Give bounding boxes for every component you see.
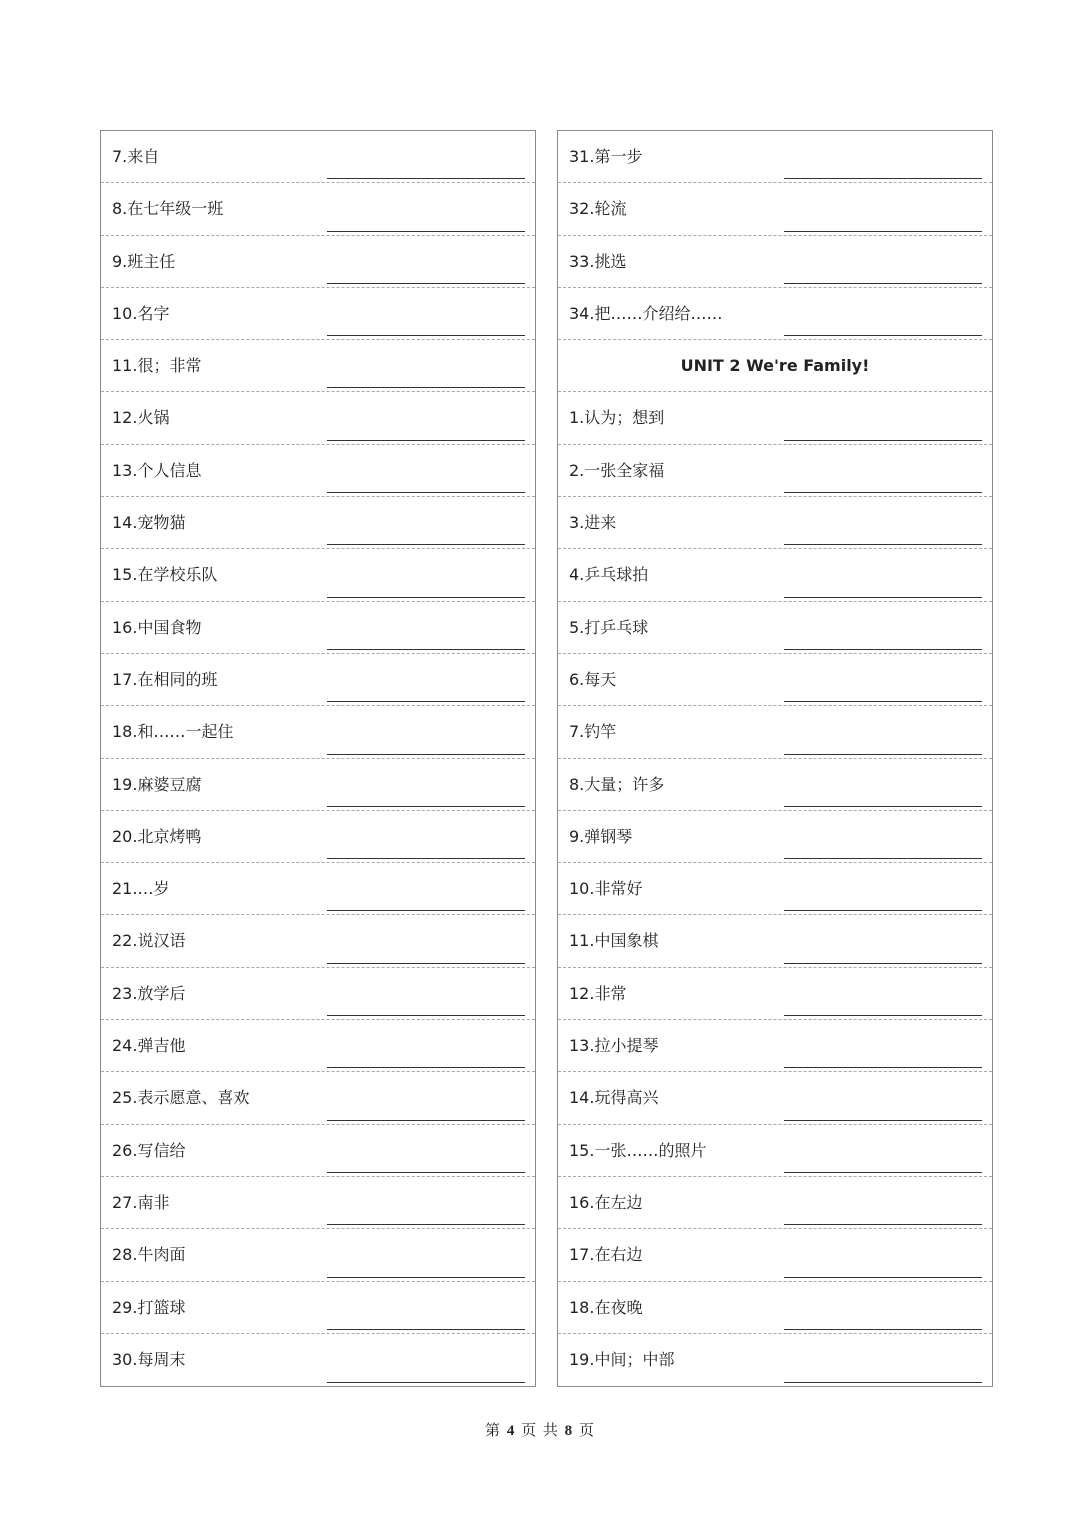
answer-blank[interactable] <box>784 597 982 598</box>
vocab-prompt: 9.班主任 <box>112 251 176 271</box>
answer-blank[interactable] <box>327 1382 525 1383</box>
vocab-row <box>558 497 992 549</box>
answer-blank[interactable] <box>784 1224 982 1225</box>
vocab-row <box>101 1334 535 1386</box>
vocab-prompt: 9.弹钢琴 <box>569 826 633 846</box>
vocab-row <box>101 602 535 654</box>
unit-heading-row <box>558 340 992 392</box>
vocab-row <box>101 968 535 1020</box>
vocab-prompt: 20.北京烤鸭 <box>112 826 202 846</box>
page-footer <box>0 1419 1080 1440</box>
answer-blank[interactable] <box>327 1277 525 1278</box>
answer-blank[interactable] <box>327 1172 525 1173</box>
vocab-prompt: 17.在相同的班 <box>112 669 218 689</box>
answer-blank[interactable] <box>327 1015 525 1016</box>
vocab-row <box>101 759 535 811</box>
vocab-row <box>558 549 992 601</box>
answer-blank[interactable] <box>327 178 525 179</box>
vocab-row <box>101 811 535 863</box>
answer-blank[interactable] <box>327 335 525 336</box>
footer-suffix: 页 <box>578 1421 595 1439</box>
answer-blank[interactable] <box>327 544 525 545</box>
answer-blank[interactable] <box>784 544 982 545</box>
vocab-prompt: 12.火锅 <box>112 408 170 428</box>
footer-prefix: 第 <box>485 1421 502 1439</box>
vocab-row <box>101 1229 535 1281</box>
vocab-row <box>101 706 535 758</box>
vocab-row <box>558 1229 992 1281</box>
answer-blank[interactable] <box>784 649 982 650</box>
vocab-prompt: 5.打乒乓球 <box>569 617 649 637</box>
vocab-prompt: 8.大量；许多 <box>569 774 665 794</box>
vocab-row <box>101 445 535 497</box>
vocab-prompt: 8.在七年级一班 <box>112 199 224 219</box>
answer-blank[interactable] <box>784 335 982 336</box>
vocab-prompt: 30.每周末 <box>112 1349 186 1369</box>
vocab-prompt: 2.一张全家福 <box>569 460 665 480</box>
vocab-row <box>558 183 992 235</box>
vocab-row <box>101 131 535 183</box>
answer-blank[interactable] <box>327 440 525 441</box>
answer-blank[interactable] <box>784 806 982 807</box>
vocab-row <box>558 602 992 654</box>
answer-blank[interactable] <box>784 1067 982 1068</box>
vocab-row <box>101 236 535 288</box>
answer-blank[interactable] <box>327 597 525 598</box>
vocab-prompt: 10.非常好 <box>569 879 643 899</box>
vocab-row <box>558 1177 992 1229</box>
vocab-row <box>101 1282 535 1334</box>
vocab-prompt: 28.牛肉面 <box>112 1245 186 1265</box>
vocab-row <box>558 1020 992 1072</box>
vocab-prompt: 7.钓竿 <box>569 722 617 742</box>
footer-middle: 页 共 <box>521 1421 559 1439</box>
answer-blank[interactable] <box>784 858 982 859</box>
vocab-prompt: 19.中间；中部 <box>569 1349 675 1369</box>
vocab-prompt: 19.麻婆豆腐 <box>112 774 202 794</box>
vocab-prompt: 6.每天 <box>569 669 617 689</box>
vocab-row <box>558 759 992 811</box>
vocab-row <box>558 445 992 497</box>
vocab-prompt: 25.表示愿意、喜欢 <box>112 1088 250 1108</box>
vocab-prompt: 27.南非 <box>112 1192 170 1212</box>
vocab-prompt: 14.玩得高兴 <box>569 1088 659 1108</box>
vocab-row <box>558 131 992 183</box>
vocab-prompt: 15.一张……的照片 <box>569 1140 707 1160</box>
answer-blank[interactable] <box>327 963 525 964</box>
vocab-prompt: 21.…岁 <box>112 879 170 899</box>
vocab-prompt: 16.中国食物 <box>112 617 202 637</box>
vocab-row <box>558 1334 992 1386</box>
vocab-row <box>558 1282 992 1334</box>
vocab-row <box>558 288 992 340</box>
vocab-row <box>558 1125 992 1177</box>
vocab-prompt: 4.乒乓球拍 <box>569 565 649 585</box>
vocab-row <box>558 1072 992 1124</box>
vocab-row <box>101 392 535 444</box>
vocab-row <box>101 654 535 706</box>
answer-blank[interactable] <box>327 492 525 493</box>
vocab-prompt: 13.个人信息 <box>112 460 202 480</box>
current-page-number: 4 <box>506 1423 516 1439</box>
vocab-prompt: 23.放学后 <box>112 983 186 1003</box>
answer-blank[interactable] <box>784 1120 982 1121</box>
answer-blank[interactable] <box>784 701 982 702</box>
answer-blank[interactable] <box>327 231 525 232</box>
vocab-row <box>101 1020 535 1072</box>
answer-blank[interactable] <box>327 858 525 859</box>
vocab-row <box>558 392 992 444</box>
vocab-row <box>558 811 992 863</box>
vocab-row <box>101 340 535 392</box>
vocab-row <box>558 706 992 758</box>
vocab-prompt: 15.在学校乐队 <box>112 565 218 585</box>
vocab-prompt: 17.在右边 <box>569 1245 643 1265</box>
vocab-prompt: 33.挑选 <box>569 251 627 271</box>
vocab-prompt: 11.很；非常 <box>112 356 202 376</box>
vocab-row <box>101 183 535 235</box>
vocab-prompt: 29.打篮球 <box>112 1297 186 1317</box>
vocab-row <box>101 288 535 340</box>
answer-blank[interactable] <box>327 1224 525 1225</box>
answer-blank[interactable] <box>327 387 525 388</box>
vocab-row <box>101 497 535 549</box>
vocab-row <box>558 915 992 967</box>
vocab-prompt: 18.和……一起住 <box>112 722 234 742</box>
answer-blank[interactable] <box>327 701 525 702</box>
vocab-row <box>101 549 535 601</box>
answer-blank[interactable] <box>784 1172 982 1173</box>
vocab-prompt: 13.拉小提琴 <box>569 1036 659 1056</box>
answer-blank[interactable] <box>784 440 982 441</box>
vocab-prompt: 34.把……介绍给…… <box>569 303 723 323</box>
vocab-prompt: 22.说汉语 <box>112 931 186 951</box>
answer-blank[interactable] <box>327 806 525 807</box>
answer-blank[interactable] <box>784 231 982 232</box>
vocab-prompt: 12.非常 <box>569 983 627 1003</box>
vocab-prompt: 10.名字 <box>112 303 170 323</box>
vocab-prompt: 11.中国象棋 <box>569 931 659 951</box>
vocab-row <box>101 863 535 915</box>
vocab-row <box>558 863 992 915</box>
vocab-prompt: 3.进来 <box>569 513 617 533</box>
vocab-prompt: 32.轮流 <box>569 199 627 219</box>
right-vocab-column <box>557 130 993 1387</box>
vocab-prompt: 31.第一步 <box>569 147 643 166</box>
vocab-prompt: 26.写信给 <box>112 1140 186 1160</box>
answer-blank[interactable] <box>784 1015 982 1016</box>
vocab-row <box>101 1125 535 1177</box>
vocab-prompt: 16.在左边 <box>569 1192 643 1212</box>
vocab-prompt: 7.来自 <box>112 147 160 166</box>
answer-blank[interactable] <box>784 1277 982 1278</box>
vocab-row <box>101 1177 535 1229</box>
answer-blank[interactable] <box>784 1382 982 1383</box>
vocab-row <box>558 654 992 706</box>
answer-blank[interactable] <box>327 910 525 911</box>
vocab-row <box>101 1072 535 1124</box>
answer-blank[interactable] <box>784 1329 982 1330</box>
answer-blank[interactable] <box>327 754 525 755</box>
answer-blank[interactable] <box>327 1329 525 1330</box>
unit-heading: UNIT 2 We're Family! <box>680 356 870 376</box>
vocab-prompt: 1.认为；想到 <box>569 408 665 428</box>
answer-blank[interactable] <box>327 649 525 650</box>
answer-blank[interactable] <box>784 283 982 284</box>
vocab-row <box>101 915 535 967</box>
vocab-prompt: 24.弹吉他 <box>112 1036 186 1056</box>
total-page-count: 8 <box>564 1423 574 1439</box>
vocab-row <box>558 968 992 1020</box>
vocab-prompt: 18.在夜晚 <box>569 1297 643 1317</box>
left-vocab-column <box>100 130 536 1387</box>
answer-blank[interactable] <box>784 492 982 493</box>
answer-blank[interactable] <box>784 963 982 964</box>
vocab-row <box>558 236 992 288</box>
answer-blank[interactable] <box>327 283 525 284</box>
answer-blank[interactable] <box>784 178 982 179</box>
answer-blank[interactable] <box>784 910 982 911</box>
answer-blank[interactable] <box>327 1120 525 1121</box>
answer-blank[interactable] <box>784 754 982 755</box>
answer-blank[interactable] <box>327 1067 525 1068</box>
vocab-prompt: 14.宠物猫 <box>112 513 186 533</box>
